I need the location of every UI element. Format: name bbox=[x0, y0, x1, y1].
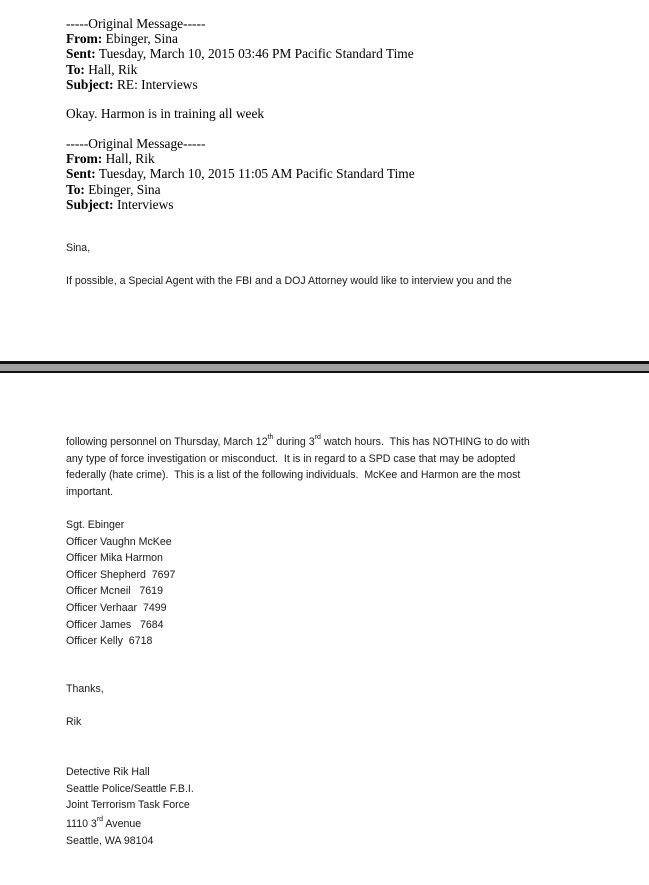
personnel-item: Officer Vaughn McKee bbox=[66, 535, 172, 548]
signoff-text: Rik bbox=[66, 716, 82, 728]
personnel-item: Officer Kelly 6718 bbox=[66, 635, 153, 648]
ordinal-suffix: rd bbox=[96, 816, 104, 824]
subject-label: Subject: bbox=[66, 76, 114, 92]
message-2-body-start bbox=[66, 273, 512, 290]
message-1-body bbox=[66, 106, 264, 121]
sent-line bbox=[66, 46, 414, 61]
message-separator: -----Original Message----- bbox=[66, 16, 206, 31]
to-line bbox=[66, 62, 414, 77]
signature-block bbox=[66, 764, 194, 849]
to-value: Ebinger, Sina bbox=[88, 181, 161, 197]
subject-label: Subject: bbox=[66, 196, 114, 212]
from-value: Hall, Rik bbox=[105, 151, 155, 167]
closing bbox=[66, 681, 104, 698]
subject-value: RE: Interviews bbox=[116, 76, 198, 92]
paragraph-line-3: federally (hate crime). This is a list of the following individuals. McKee and Harmon are the most bbox=[66, 469, 521, 482]
personnel-item: Officer James 7684 bbox=[66, 618, 164, 631]
sent-label: Sent: bbox=[66, 166, 96, 182]
paragraph-line-2: any type of force investigation or misconduct. It is in regard to a SPD case that may be adopted bbox=[66, 452, 516, 465]
greeting bbox=[66, 240, 90, 257]
signature-org: Seattle Police/Seattle F.B.I. bbox=[66, 782, 194, 795]
body-paragraph bbox=[66, 434, 530, 500]
message-separator: -----Original Message----- bbox=[66, 136, 206, 151]
personnel-item: Officer Mika Harmon bbox=[66, 552, 163, 565]
personnel-item: Officer Shepherd 7697 bbox=[66, 568, 176, 581]
paragraph-text: following personnel on Thursday, March 12 bbox=[66, 436, 268, 448]
subject-value: Interviews bbox=[116, 196, 174, 212]
address-text: 1110 3 bbox=[66, 817, 97, 830]
subject-line bbox=[66, 77, 414, 92]
greeting-text: Sina, bbox=[66, 242, 91, 254]
to-label: To: bbox=[66, 61, 85, 77]
sent-label: Sent: bbox=[66, 46, 96, 62]
from-label: From: bbox=[66, 151, 103, 167]
personnel-item: Officer Verhaar 7499 bbox=[66, 601, 167, 614]
sent-line bbox=[66, 166, 415, 181]
sent-value: Tuesday, March 10, 2015 11:05 AM Pacific Standard Time bbox=[98, 166, 415, 182]
message-body-text: Okay. Harmon is in training all week bbox=[66, 106, 265, 121]
message-1-header bbox=[66, 16, 414, 92]
from-label: From: bbox=[66, 31, 103, 47]
signature-name: Detective Rik Hall bbox=[66, 766, 150, 778]
paragraph-line-4: important. bbox=[66, 485, 114, 498]
body-text-line: If possible, a Special Agent with the FBI and a DOJ Attorney would like to interview you and the bbox=[66, 275, 512, 287]
subject-line bbox=[66, 197, 415, 212]
signature-unit: Joint Terrorism Task Force bbox=[66, 799, 190, 812]
to-line bbox=[66, 182, 415, 197]
sent-value: Tuesday, March 10, 2015 03:46 PM Pacific Standard Time bbox=[98, 46, 414, 62]
ordinal-suffix: th bbox=[267, 434, 274, 442]
signature-city: Seattle, WA 98104 bbox=[66, 834, 154, 847]
signature-address bbox=[66, 814, 194, 833]
page-break-divider bbox=[0, 361, 649, 373]
from-line bbox=[66, 31, 414, 46]
to-label: To: bbox=[66, 181, 85, 197]
paragraph-text: during 3 bbox=[273, 436, 315, 448]
message-2-header bbox=[66, 136, 415, 212]
from-value: Ebinger, Sina bbox=[105, 31, 178, 47]
paragraph-line-1 bbox=[66, 434, 530, 451]
personnel-list bbox=[66, 517, 175, 650]
closing-text: Thanks, bbox=[66, 683, 104, 695]
ordinal-suffix: rd bbox=[314, 434, 321, 442]
personnel-item: Sgt. Ebinger bbox=[66, 519, 125, 531]
personnel-item: Officer Mcneil 7619 bbox=[66, 585, 163, 598]
signoff bbox=[66, 714, 81, 731]
to-value: Hall, Rik bbox=[88, 61, 138, 77]
from-line bbox=[66, 151, 415, 166]
paragraph-text: watch hours. This has NOTHING to do with bbox=[320, 436, 530, 448]
address-text: Avenue bbox=[103, 817, 142, 830]
